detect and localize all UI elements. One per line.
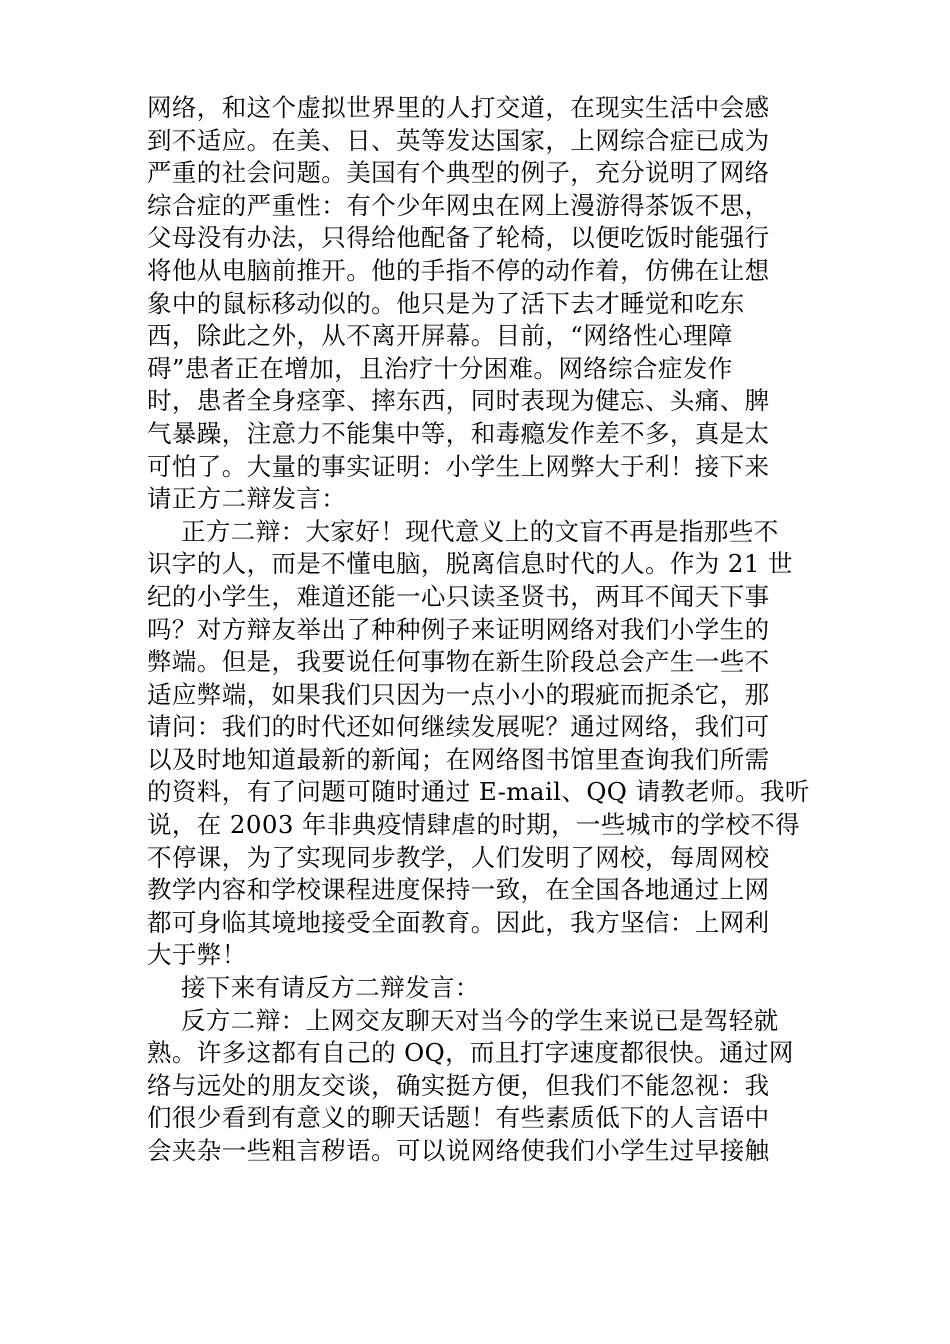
text-line: 大于弊！ — [147, 940, 247, 970]
text-line: 教学内容和学校课程进度保持一致，在全国各地通过上网 — [147, 875, 770, 905]
text-line: 会夹杂一些粗言秽语。可以说网络使我们小学生过早接触 — [147, 1136, 770, 1165]
text-line: 碍”患者正在增加，且治疗十分困难。网络综合症发作 — [147, 353, 733, 383]
text-line: 西，除此之外，从不离开屏幕。目前，“网络性心理障 — [147, 321, 733, 351]
text-line: 将他从电脑前推开。他的手指不停的动作着，仿佛在让想 — [147, 255, 770, 285]
text-line: 综合症的严重性：有个少年网虫在网上漫游得茶饭不思， — [147, 190, 770, 220]
text-line: 都可身临其境地接受全面教育。因此，我方坚信：上网利 — [147, 907, 770, 937]
text-line: 请问：我们的时代还如何继续发展呢？通过网络，我们可 — [147, 712, 770, 742]
document-body — [147, 92, 810, 1168]
text-line: 熟。许多这都有自己的 OQ，而且打字速度都很快。通过网 — [147, 1038, 794, 1068]
text-line: 们很少看到有意义的聊天话题！有些素质低下的人言语中 — [147, 1103, 770, 1133]
text-line: 父母没有办法，只得给他配备了轮椅，以便吃饭时能强行 — [147, 223, 770, 253]
text-line: 接下来有请反方二辩发言： — [181, 973, 480, 1003]
text-line: 纪的小学生，难道还能一心只读圣贤书，两耳不闻天下事 — [147, 581, 770, 611]
text-line: 气暴躁，注意力不能集中等，和毒瘾发作差不多，真是太 — [147, 418, 770, 448]
text-line: 络与远处的朋友交谈，确实挺方便，但我们不能忽视：我 — [147, 1070, 770, 1100]
text-line: 说，在 2003 年非典疫情肆虐的时期，一些城市的学校不得 — [147, 810, 801, 840]
text-line: 以及时地知道最新的新闻；在网络图书馆里查询我们所需 — [147, 744, 770, 774]
text-line: 正方二辩：大家好！现代意义上的文盲不再是指那些不 — [181, 516, 779, 546]
text-line: 反方二辩：上网交友聊天对当今的学生来说已是驾轻就 — [181, 1005, 779, 1035]
text-line: 请正方二辩发言： — [147, 484, 347, 514]
text-line: 时，患者全身痉挛、摔东西，同时表现为健忘、头痛、脾 — [147, 386, 770, 416]
text-line: 象中的鼠标移动似的。他只是为了活下去才睡觉和吃东 — [147, 288, 745, 318]
text-line: 严重的社会问题。美国有个典型的例子，充分说明了网络 — [147, 158, 770, 188]
text-line: 的资料，有了问题可随时通过 E-mail、QQ 请教老师。我听 — [147, 777, 810, 807]
text-line: 网络，和这个虚拟世界里的人打交道，在现实生活中会感 — [147, 93, 770, 122]
text-line: 不停课，为了实现同步教学，人们发明了网校，每周网校 — [147, 842, 770, 872]
text-line: 弊端。但是，我要说任何事物在新生阶段总会产生一些不 — [147, 647, 770, 677]
text-line: 到不适应。在美、日、英等发达国家，上网综合症已成为 — [147, 125, 770, 155]
text-line: 吗？对方辩友举出了种种例子来证明网络对我们小学生的 — [147, 614, 770, 644]
text-line: 适应弊端，如果我们只因为一点小小的瑕疵而扼杀它，那 — [147, 679, 770, 709]
text-line: 识字的人，而是不懂电脑，脱离信息时代的人。作为 21 世 — [147, 549, 793, 579]
text-line: 可怕了。大量的事实证明：小学生上网弊大于利！接下来 — [147, 451, 770, 481]
